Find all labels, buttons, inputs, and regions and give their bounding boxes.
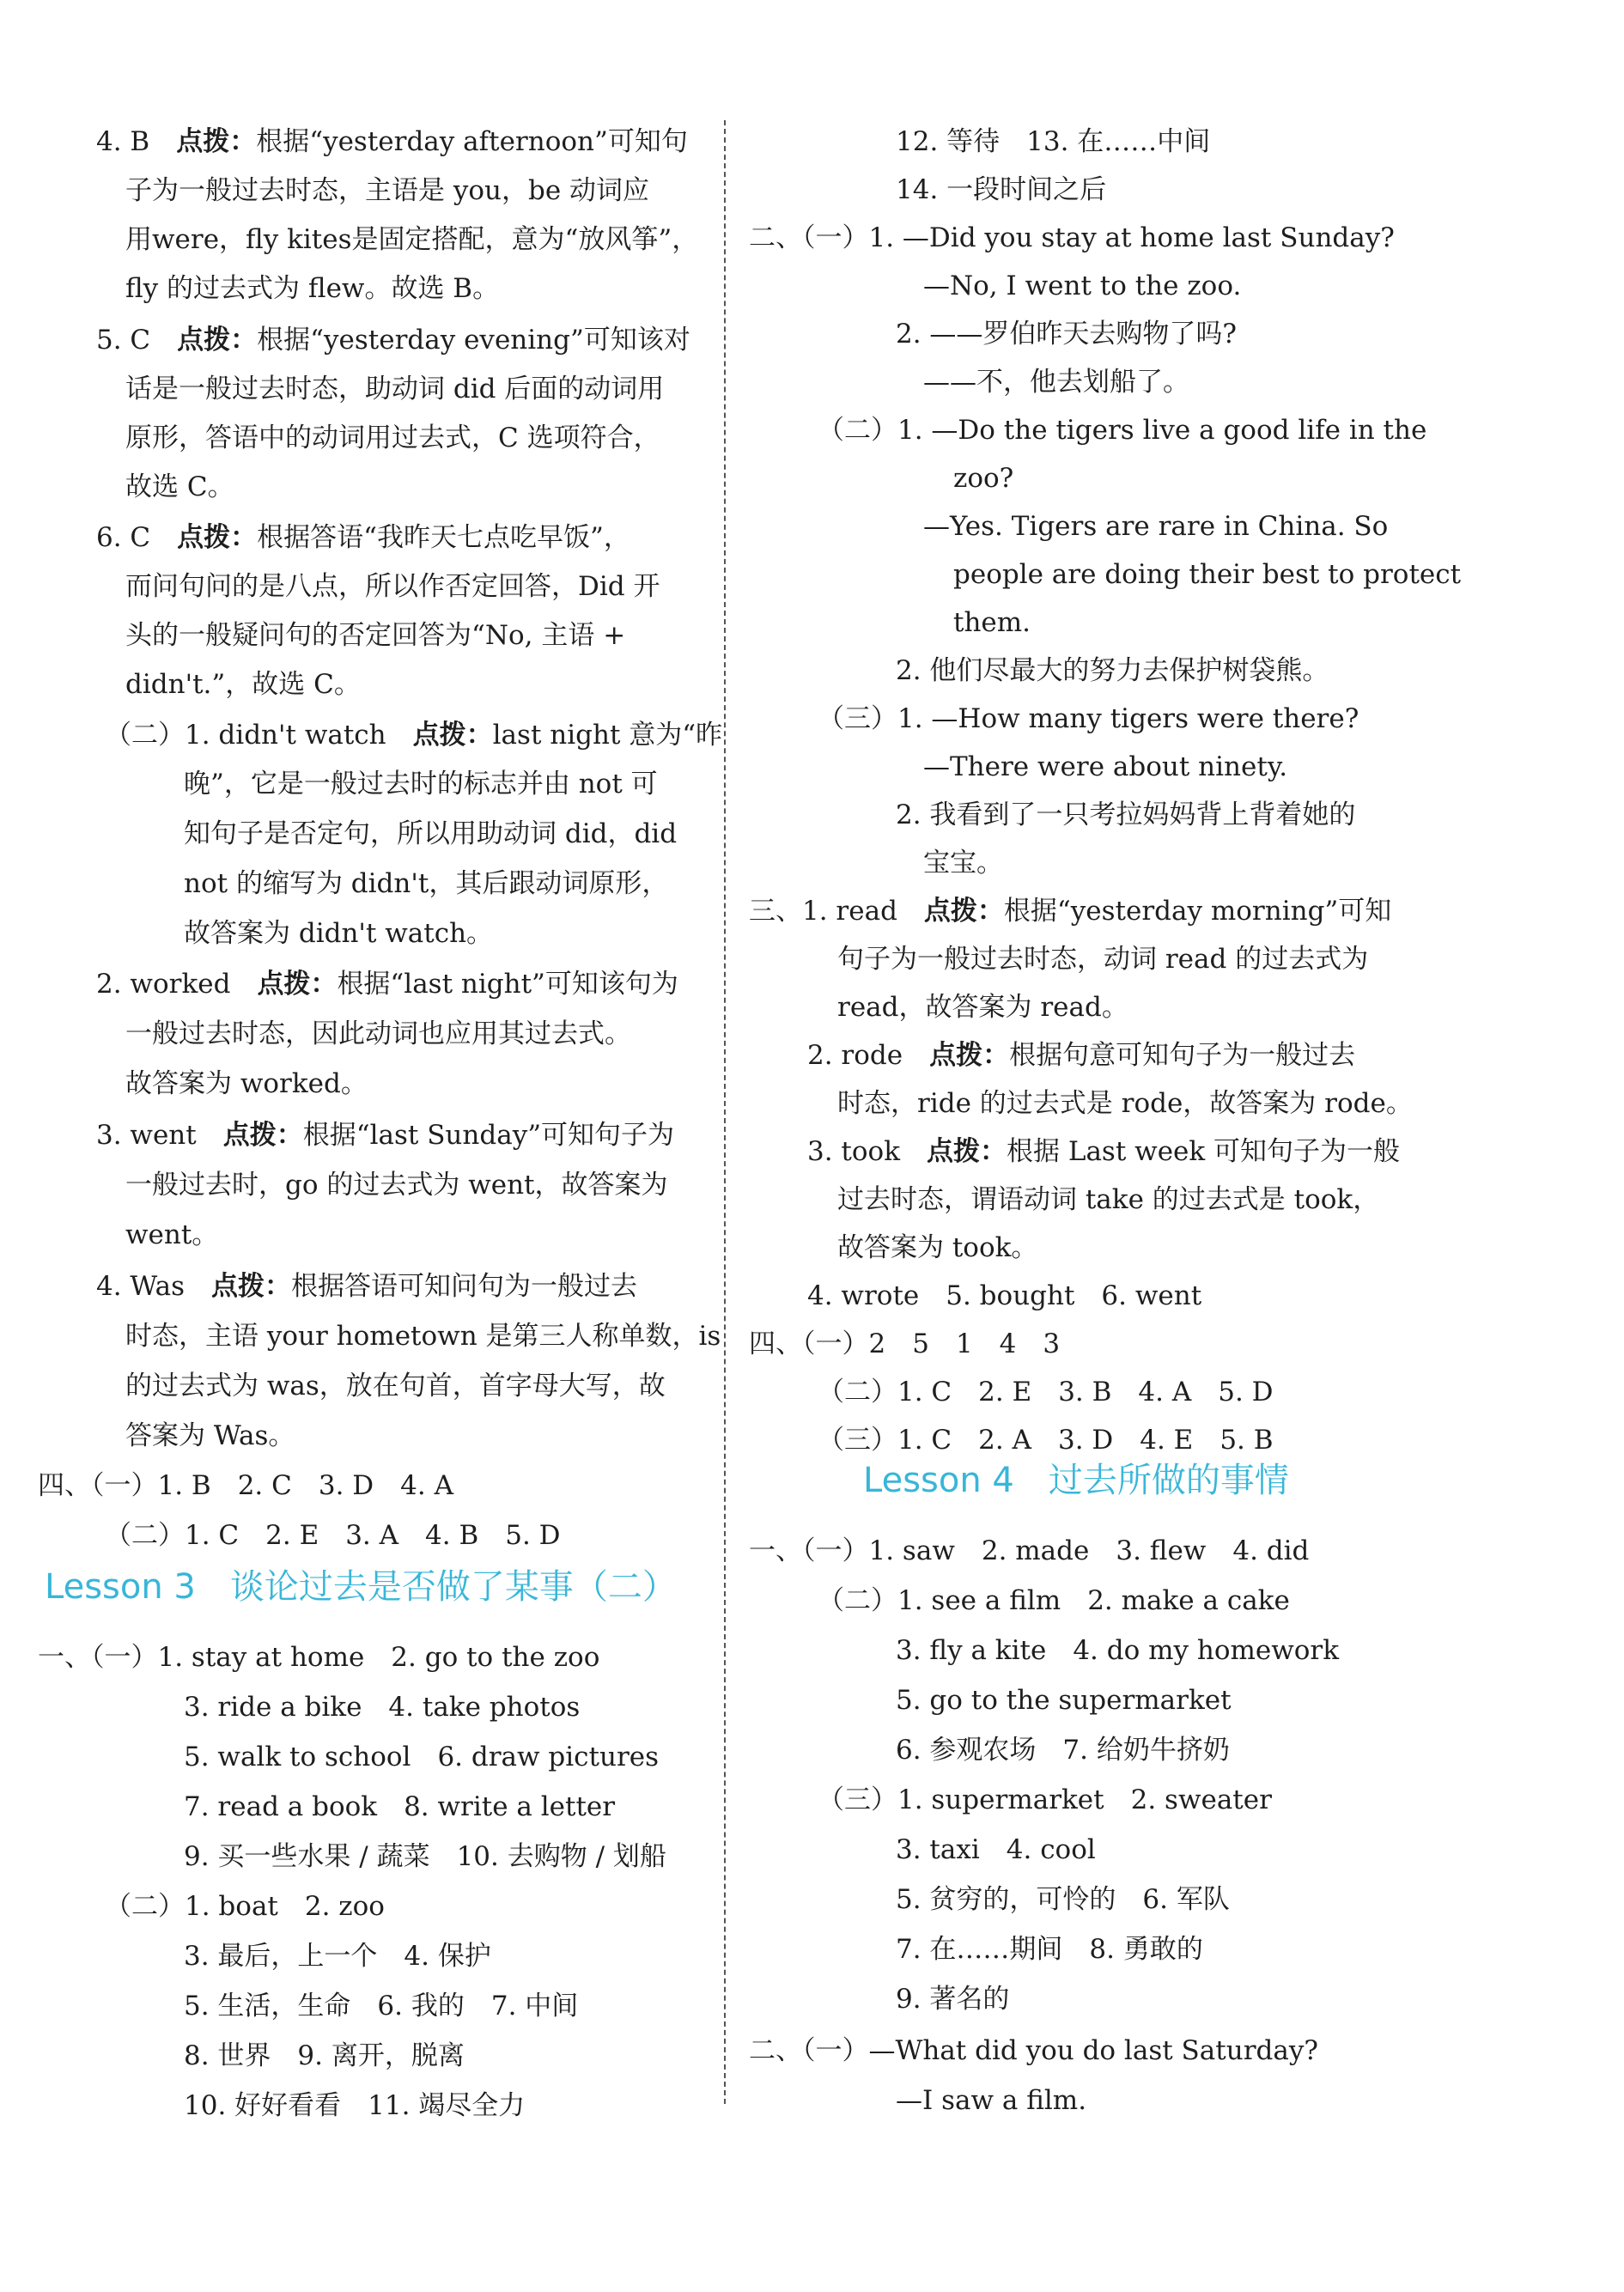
text-line: zoo? [953, 463, 1014, 494]
text-line: 10. 好好看看 11. 竭尽全力 [184, 2090, 526, 2121]
text-line: —No, I went to the zoo. [923, 271, 1242, 301]
text-line: 宝宝。 [923, 848, 1003, 878]
text-line: （三）1. C 2. A 3. D 4. E 5. B [818, 1425, 1274, 1456]
text-line: 一、（一）1. saw 2. made 3. flew 4. did [749, 1535, 1310, 1566]
text-line: 4. wrote 5. bought 6. went [807, 1280, 1202, 1311]
text-line: 2. 他们尽最大的努力去保护树袋熊。 [896, 655, 1329, 686]
text-line: —There were about ninety. [923, 751, 1288, 782]
text-line: 一般过去时，go 的过去式为 went，故答案为 [125, 1170, 668, 1201]
text-line: 3. took 点拨：根据 Last week 可知句子为一般 [807, 1136, 1401, 1167]
text-line: 12. 等待 13. 在……中间 [896, 126, 1211, 157]
text-line: 四、（一）2 5 1 4 3 [749, 1328, 1061, 1359]
text-line: 一般过去时态，因此动词也应用其过去式。 [125, 1018, 631, 1049]
text-line: 9. 买一些水果 / 蔬菜 10. 去购物 / 划船 [184, 1841, 666, 1872]
text-line: （二）1. see a film 2. make a cake [818, 1585, 1290, 1616]
text-line: 3. ride a bike 4. take photos [184, 1692, 581, 1723]
text-line: 答案为 Was。 [125, 1420, 295, 1451]
text-line: 5. C 点拨：根据“yesterday evening”可知该对 [96, 325, 690, 356]
text-line: 3. 最后，上一个 4. 保护 [184, 1941, 491, 1972]
text-line: 2. ——罗伯昨天去购物了吗? [896, 319, 1238, 350]
text-line: not 的缩写为 didn't，其后跟动词原形， [184, 868, 669, 899]
text-line: （二）1. C 2. E 3. A 4. B 5. D [105, 1520, 561, 1551]
text-line: —I saw a film. [896, 2085, 1087, 2116]
text-line: 的过去式为 was，放在句首，首字母大写，故 [125, 1371, 666, 1401]
text-line: （二）1. didn't watch 点拨：last night 意为“昨 [105, 720, 723, 751]
text-line: 5. 生活，生命 6. 我的 7. 中间 [184, 1991, 579, 2021]
text-line: 四、（一）1. B 2. C 3. D 4. A [38, 1470, 453, 1501]
text-line: 过去时态，谓语动词 take 的过去式是 took， [837, 1184, 1380, 1215]
text-line: 5. 贫穷的，可怜的 6. 军队 [896, 1884, 1230, 1915]
text-line: 7. 在……期间 8. 勇敢的 [896, 1934, 1203, 1965]
text-line: 4. B 点拨：根据“yesterday afternoon”可知句 [96, 126, 688, 157]
text-line: 3. taxi 4. cool [896, 1834, 1096, 1865]
text-line: 句子为一般过去时态，动词 read 的过去式为 [837, 944, 1369, 975]
text-line: 3. went 点拨：根据“last Sunday”可知句子为 [96, 1120, 675, 1151]
text-line: （二）1. —Do the tigers live a good life in the [818, 415, 1427, 446]
text-line: 5. walk to school 6. draw pictures [184, 1742, 660, 1772]
text-line: 5. go to the supermarket [896, 1685, 1232, 1716]
text-line: 而问句问的是八点，所以作否定回答，Did 开 [125, 571, 660, 602]
text-line: 4. Was 点拨：根据答语可知问句为一般过去 [96, 1271, 637, 1302]
text-line: 3. fly a kite 4. do my homework [896, 1635, 1340, 1666]
column-divider [724, 120, 726, 2104]
text-line: 6. C 点拨：根据答语“我昨天七点吃早饭”， [96, 522, 630, 553]
text-line: 时态，ride 的过去式是 rode，故答案为 rode。 [837, 1088, 1413, 1119]
text-line: them. [953, 607, 1031, 638]
text-line: 子为一般过去时态，主语是 you，be 动词应 [125, 175, 650, 206]
text-line: 知句子是否定句，所以用助动词 did，did [184, 818, 678, 849]
text-line: 7. read a book 8. write a letter [184, 1791, 616, 1822]
text-line: read，故答案为 read。 [837, 992, 1128, 1023]
text-line: ——不，他去划船了。 [923, 367, 1189, 398]
text-line: 二、（一）—What did you do last Saturday? [749, 2035, 1318, 2066]
text-line: 用were，fly kites是固定搭配，意为“放风筝”， [125, 224, 699, 255]
text-line: 8. 世界 9. 离开，脱离 [184, 2040, 465, 2071]
text-line: 原形，答语中的动词用过去式，C 选项符合， [125, 423, 660, 453]
text-line: （二）1. boat 2. zoo [105, 1891, 385, 1922]
text-line: 故答案为 worked。 [125, 1068, 368, 1099]
text-line: people are doing their best to protect [953, 559, 1462, 590]
text-line: 2. 我看到了一只考拉妈妈背上背着她的 [896, 799, 1356, 830]
text-line: 晚”，它是一般过去时的标志并由 not 可 [184, 769, 658, 799]
text-line: （三）1. —How many tigers were there? [818, 703, 1359, 734]
text-line: went。 [125, 1219, 219, 1250]
text-line: 2. rode 点拨：根据句意可知句子为一般过去 [807, 1040, 1356, 1071]
text-line: 三、1. read 点拨：根据“yesterday morning”可知 [749, 896, 1392, 927]
text-line: —Yes. Tigers are rare in China. So [923, 511, 1389, 542]
text-line: （三）1. supermarket 2. sweater [818, 1784, 1272, 1815]
text-line: 故选 C。 [125, 471, 234, 502]
text-line: 时态，主语 your hometown 是第三人称单数，is [125, 1321, 721, 1352]
text-line: 2. worked 点拨：根据“last night”可知该句为 [96, 969, 678, 1000]
text-line: （二）1. C 2. E 3. B 4. A 5. D [818, 1377, 1274, 1407]
text-line: didn't.”，故选 C。 [125, 669, 361, 700]
text-line: 6. 参观农场 7. 给奶牛挤奶 [896, 1735, 1230, 1766]
text-line: 故答案为 didn't watch。 [184, 918, 494, 949]
text-line: 故答案为 took。 [837, 1232, 1038, 1263]
text-line: 话是一般过去时态，助动词 did 后面的动词用 [125, 374, 665, 404]
lesson-4-heading: Lesson 4 过去所做的事情 [863, 1461, 1289, 1500]
text-line: 二、（一）1. —Did you stay at home last Sunday? [749, 222, 1395, 253]
text-line: fly 的过去式为 flew。故选 B。 [125, 273, 500, 304]
text-line: 9. 著名的 [896, 1984, 1010, 2015]
lesson-3-heading: Lesson 3 谈论过去是否做了某事（二） [45, 1567, 677, 1607]
text-line: 头的一般疑问句的否定回答为“No, 主语 + [125, 620, 626, 651]
text-line: 14. 一段时间之后 [896, 174, 1107, 205]
text-line: 一、（一）1. stay at home 2. go to the zoo [38, 1642, 600, 1673]
